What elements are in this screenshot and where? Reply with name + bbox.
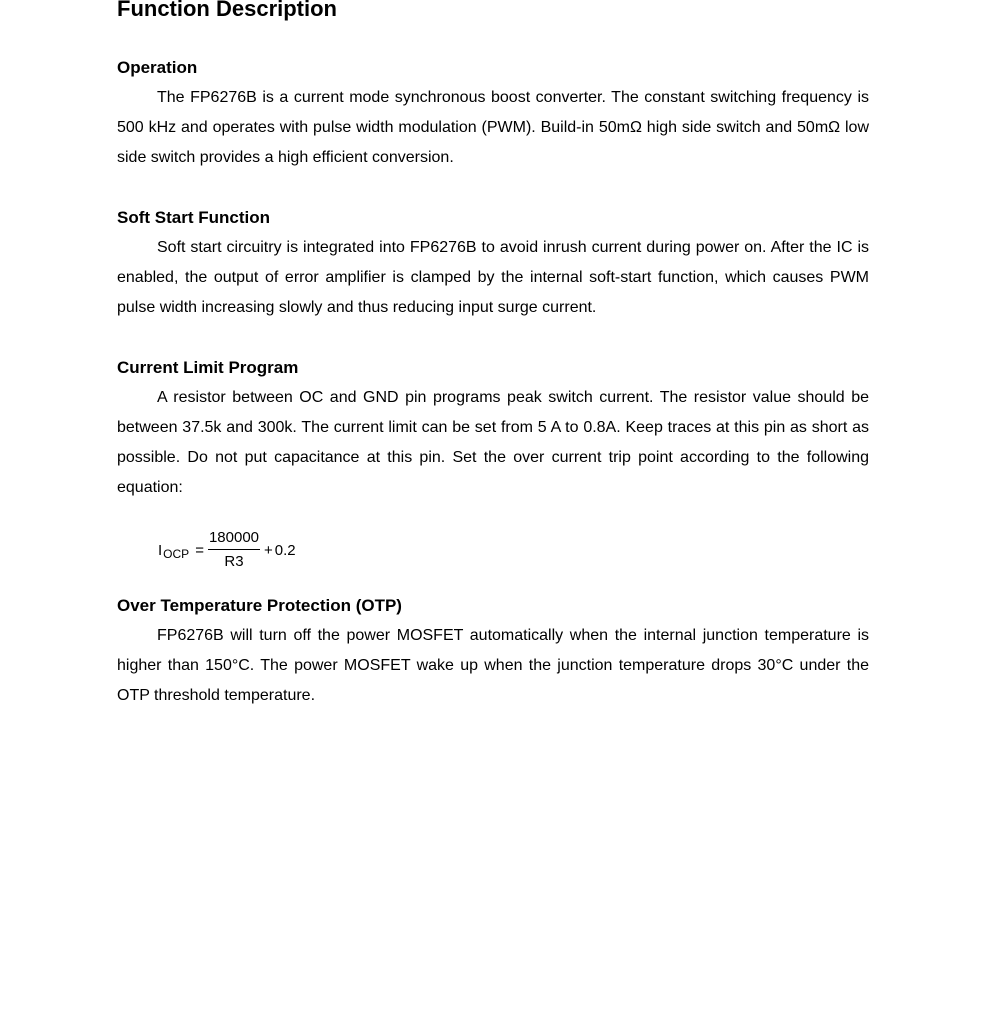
page-title: Function Description [117,0,337,21]
equation-lhs [158,542,189,559]
section-body: Soft start circuitry is integrated into FP6276B to avoid inrush current during power on. After the IC is enabled, the output of error amplifier is clamped by the internal soft-start function, which causes PWM pulse width increasing slowly and thus reducing input surge current. [117,239,869,316]
equation-plus: + [264,541,273,559]
section-heading: Current Limit Program [117,358,299,377]
equation-fraction [208,529,260,571]
section-heading: Over Temperature Protection (OTP) [117,596,402,615]
section-operation [117,58,869,173]
section-current-limit [117,358,869,503]
equation-numerator: 180000 [208,529,260,550]
equation-equals: = [195,541,204,559]
section-heading: Operation [117,58,198,77]
section-body: A resistor between OC and GND pin programs peak switch current. The resistor value should be between 37.5k and 300k. The current limit can be set from 5 A to 0.8A. Keep traces at this pin as short as possible. Do not put capacitance at this pin. Set the over current trip point according to the following equation: [117,389,869,496]
section-otp [117,596,869,711]
equation-denominator: R3 [224,553,244,570]
section-body: FP6276B will turn off the power MOSFET automatically when the internal junction temperature is higher than 150°C. The power MOSFET wake up when the junction temperature drops 30°C under the OTP threshold temperature. [117,627,869,704]
section-heading: Soft Start Function [117,208,270,227]
ocp-equation [158,528,296,572]
section-body: The FP6276B is a current mode synchronous boost converter. The constant switching frequency is 500 kHz and operates with pulse width modulation (PWM). Build-in 50mΩ high side switch and 50mΩ low side switch provides a high efficient conversion. [117,89,869,166]
equation-constant: 0.2 [274,541,296,559]
section-soft-start [117,208,869,323]
equation-symbol: I [158,541,163,559]
equation-subscript: OCP [163,546,190,561]
